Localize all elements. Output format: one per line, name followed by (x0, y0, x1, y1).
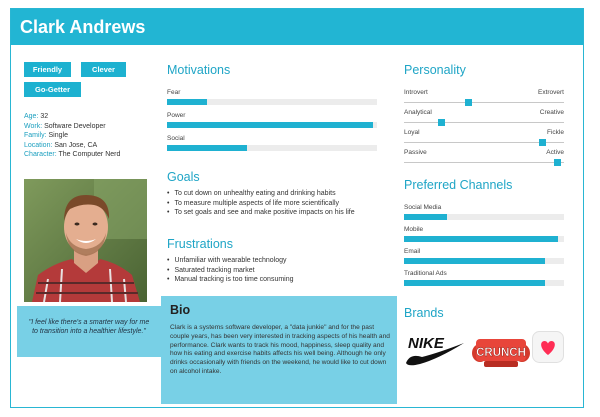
channel-bar-track (404, 214, 564, 220)
header (11, 9, 583, 45)
trait-right-label: Fickle (547, 129, 564, 136)
tag-clever: Clever (81, 62, 126, 77)
motivations-title: Motivations (167, 63, 231, 77)
tag-friendly: Friendly (24, 62, 71, 77)
trait-slider-track (404, 102, 564, 103)
goal-item: • To set goals and see and make positive impacts on his life (167, 208, 387, 218)
trait-left-label: Passive (404, 149, 427, 156)
crunch-logo (470, 331, 532, 371)
trait-slider-knob (465, 99, 472, 106)
goals-list (167, 189, 387, 218)
frustration-item: • Manual tracking is too time consuming (167, 275, 387, 285)
info-value: San Jose, CA (54, 141, 98, 149)
trait-slider-track (404, 162, 564, 163)
info-label: Age: (24, 113, 39, 120)
goal-item: • To measure multiple aspects of life more scientifically (167, 199, 387, 209)
motivation-label: Power (167, 112, 186, 119)
trait-left-label: Analytical (404, 109, 432, 116)
info-label: Work: (24, 122, 43, 130)
trait-slider-knob (554, 159, 561, 166)
channel-bar-fill (404, 214, 447, 220)
heart-icon (532, 331, 564, 363)
channel-bar-track (404, 258, 564, 264)
channel-label: Social Media (404, 204, 442, 211)
info-family (24, 131, 164, 141)
bio-text: Clark is a systems software developer, a "data junkie" and for the past couple years, has been very interested in tracking aspects of his health and performance. Clark wants to track his mood, happiness, sleep quality and how his eating and exercise habits affects his well being. Although he only drinks occasionally with friends on the weekend, he would like to cut down on alcohol intake. (170, 324, 390, 375)
apple-health-logo (532, 331, 564, 363)
trait-slider-track (404, 122, 564, 123)
info-label: Character: (24, 151, 57, 159)
nike-swoosh-icon (404, 331, 466, 369)
frustrations-list (167, 256, 387, 285)
channel-bar-track (404, 236, 564, 242)
portrait-illustration (24, 179, 147, 302)
channel-bar-fill (404, 236, 558, 242)
trait-right-label: Active (546, 149, 564, 156)
nike-logo (404, 331, 466, 369)
goal-item: • To cut down on unhealthy eating and drinking habits (167, 189, 387, 199)
persona-card (10, 8, 584, 408)
tag-go-getter: Go-Getter (24, 82, 81, 97)
info-value: The Computer Nerd (58, 151, 121, 159)
info-work (24, 122, 164, 132)
channel-bar-track (404, 280, 564, 286)
trait-left-label: Introvert (404, 89, 428, 96)
persona-info (24, 112, 164, 160)
persona-quote: "I feel like there's a smarter way for me to transition into a healthier lifestyle." (17, 306, 161, 357)
channel-label: Email (404, 248, 421, 255)
motivation-bar-fill (167, 145, 247, 151)
crunch-fist-icon (470, 331, 532, 371)
info-label: Family: (24, 132, 47, 140)
info-character (24, 150, 164, 160)
trait-right-label: Extrovert (537, 89, 564, 96)
info-value: Software Developer (44, 122, 106, 130)
crunch-wordmark: CRUNCH (476, 347, 526, 359)
channel-bar-fill (404, 258, 545, 264)
trait-right-label: Creative (539, 109, 564, 116)
nike-wordmark: NIKE (408, 335, 444, 352)
motivation-label: Social (167, 135, 185, 142)
motivation-bar-track (167, 145, 377, 151)
bio-panel (161, 296, 397, 404)
brands-title: Brands (404, 306, 444, 320)
bio-title: Bio (170, 303, 191, 317)
channel-bar-fill (404, 280, 545, 286)
personality-title: Personality (404, 63, 466, 77)
info-label: Location: (24, 141, 53, 149)
motivation-bar-track (167, 99, 377, 105)
channels-title: Preferred Channels (404, 178, 513, 192)
frustration-item: • Saturated tracking market (167, 266, 387, 276)
motivation-bar-track (167, 122, 377, 128)
frustration-item: • Unfamiliar with wearable technology (167, 256, 387, 266)
info-value: 32 (40, 113, 49, 120)
frustrations-title: Frustrations (167, 237, 233, 251)
info-age (24, 112, 164, 122)
trait-left-label: Loyal (404, 129, 420, 136)
goals-title: Goals (167, 170, 200, 184)
motivation-label: Fear (167, 89, 181, 96)
channel-label: Mobile (404, 226, 424, 233)
trait-slider-knob (438, 119, 445, 126)
persona-name: Clark Andrews (20, 17, 146, 37)
info-location (24, 141, 164, 151)
channel-label: Traditional Ads (404, 270, 447, 277)
persona-photo (24, 179, 147, 302)
info-value: Single (48, 132, 68, 140)
motivation-bar-fill (167, 99, 207, 105)
trait-slider-knob (539, 139, 546, 146)
motivation-bar-fill (167, 122, 373, 128)
